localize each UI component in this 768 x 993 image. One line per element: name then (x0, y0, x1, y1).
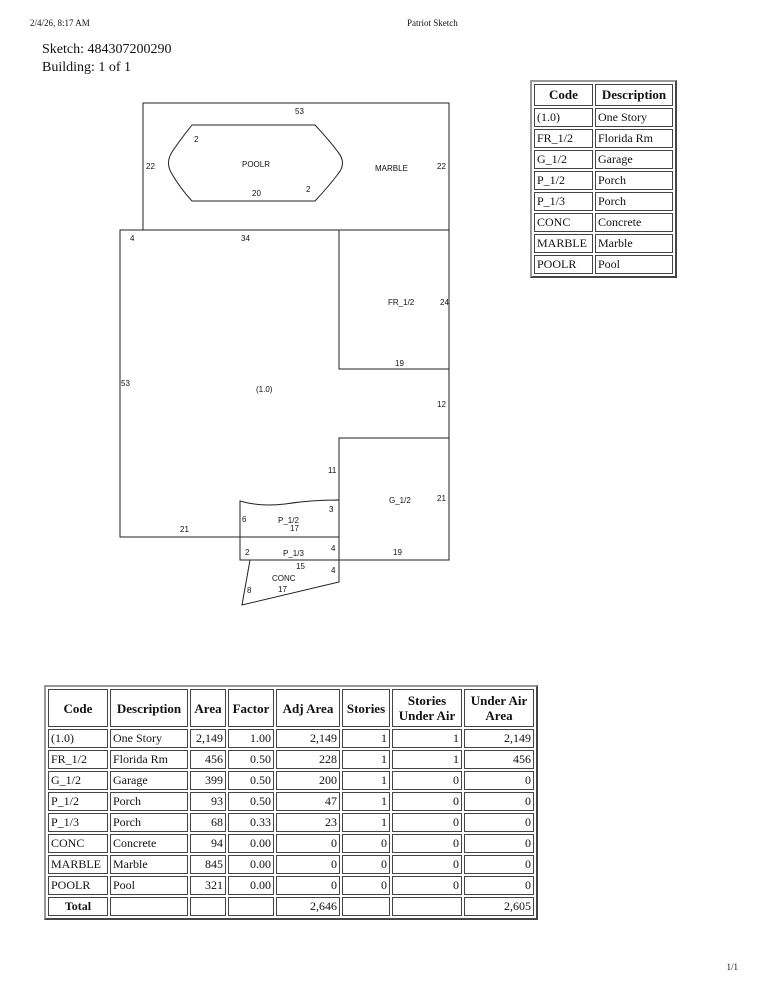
legend-header-description: Description (595, 84, 673, 106)
summary-row (48, 834, 534, 853)
page-title: Patriot Sketch (407, 18, 458, 28)
cell: 0.50 (228, 792, 274, 811)
legend-description: Concrete (595, 213, 673, 232)
legend-code: POOLR (534, 255, 593, 274)
legend-header-code: Code (534, 84, 593, 106)
cell (392, 897, 462, 916)
legend-code: (1.0) (534, 108, 593, 127)
summary-row (48, 855, 534, 874)
legend-description: Florida Rm (595, 129, 673, 148)
label-conc: CONC (272, 574, 296, 583)
label-g: G_1/2 (389, 496, 411, 505)
legend-row (534, 129, 673, 148)
dim-label: 2 (245, 548, 250, 557)
cell: 2,149 (190, 729, 226, 748)
cell: One Story (110, 729, 188, 748)
cell: 1 (342, 813, 390, 832)
area-summary-table (44, 685, 538, 920)
cell: 0 (276, 834, 340, 853)
cell: 0 (464, 771, 534, 790)
dim-label: 19 (395, 359, 404, 368)
print-date: 2/4/26, 8:17 AM (30, 18, 90, 28)
cell: 0.50 (228, 750, 274, 769)
summary-row (48, 876, 534, 895)
label-marble: MARBLE (375, 164, 408, 173)
dim-label: 34 (241, 234, 250, 243)
summary-header-under-air-area: Under Air Area (464, 689, 534, 727)
legend-row (534, 213, 673, 232)
dim-label: 2 (194, 135, 199, 144)
cell: (1.0) (48, 729, 108, 748)
dim-label: 21 (437, 494, 446, 503)
cell: 0.00 (228, 834, 274, 853)
dim-label: 21 (180, 525, 189, 534)
legend-description: Marble (595, 234, 673, 253)
cell: FR_1/2 (48, 750, 108, 769)
summary-header-stories-under-air: Stories Under Air (392, 689, 462, 727)
cell: 0.50 (228, 771, 274, 790)
cell: 0 (392, 876, 462, 895)
legend-row (534, 234, 673, 253)
cell: 456 (464, 750, 534, 769)
label-p12: P_1/2 (278, 516, 299, 525)
summary-header-description: Description (110, 689, 188, 727)
dim-label: 24 (440, 298, 449, 307)
code-legend-table (530, 80, 677, 278)
summary-row (48, 771, 534, 790)
cell: 2,149 (464, 729, 534, 748)
cell: 0 (392, 813, 462, 832)
cell: CONC (48, 834, 108, 853)
cell: 0 (392, 771, 462, 790)
cell: 0 (392, 834, 462, 853)
cell: 0 (464, 855, 534, 874)
cell: 1.00 (228, 729, 274, 748)
cell: 93 (190, 792, 226, 811)
cell: 1 (342, 771, 390, 790)
legend-description: Porch (595, 192, 673, 211)
cell: 0 (342, 855, 390, 874)
dim-label: 11 (328, 466, 337, 475)
label-main: (1.0) (256, 385, 273, 394)
cell: 0 (342, 834, 390, 853)
label-p13: P_1/3 (283, 549, 304, 558)
total-adj-area: 2,646 (276, 897, 340, 916)
legend-row (534, 192, 673, 211)
cell (110, 897, 188, 916)
cell: 0.00 (228, 855, 274, 874)
total-under-air-area: 2,605 (464, 897, 534, 916)
cell: 1 (342, 729, 390, 748)
cell: 1 (342, 792, 390, 811)
dim-label: 17 (278, 585, 287, 594)
summary-header-factor: Factor (228, 689, 274, 727)
summary-total-row (48, 897, 534, 916)
cell: 47 (276, 792, 340, 811)
cell: Porch (110, 813, 188, 832)
summary-row (48, 813, 534, 832)
cell: 68 (190, 813, 226, 832)
dim-label: 53 (295, 107, 304, 116)
cell: POOLR (48, 876, 108, 895)
cell: 0 (392, 855, 462, 874)
dim-label: 22 (146, 162, 155, 171)
cell: Pool (110, 876, 188, 895)
cell: G_1/2 (48, 771, 108, 790)
cell: 1 (392, 750, 462, 769)
legend-code: FR_1/2 (534, 129, 593, 148)
legend-row (534, 255, 673, 274)
summary-row (48, 750, 534, 769)
legend-code: P_1/2 (534, 171, 593, 190)
legend-code: MARBLE (534, 234, 593, 253)
cell: 0.00 (228, 876, 274, 895)
legend-code: P_1/3 (534, 192, 593, 211)
cell: 1 (392, 729, 462, 748)
dim-label: 8 (247, 586, 252, 595)
sketch-id: Sketch: 484307200290 (42, 42, 172, 57)
cell: Marble (110, 855, 188, 874)
dim-label: 4 (331, 544, 336, 553)
cell: 0 (276, 855, 340, 874)
legend-row (534, 171, 673, 190)
cell: 0 (276, 876, 340, 895)
cell: 399 (190, 771, 226, 790)
legend-description: Pool (595, 255, 673, 274)
cell: Porch (110, 792, 188, 811)
cell: Garage (110, 771, 188, 790)
page-number: 1/1 (726, 962, 738, 972)
cell: 0 (464, 834, 534, 853)
label-poolr: POOLR (242, 160, 271, 169)
summary-header-area: Area (190, 689, 226, 727)
cell: Florida Rm (110, 750, 188, 769)
cell: 845 (190, 855, 226, 874)
dim-label: 22 (437, 162, 446, 171)
cell: 0 (392, 792, 462, 811)
legend-code: CONC (534, 213, 593, 232)
label-fr: FR_1/2 (388, 298, 415, 307)
dim-label: 4 (331, 566, 336, 575)
summary-header-adj-area: Adj Area (276, 689, 340, 727)
dim-label: 15 (296, 562, 305, 571)
dim-label: 17 (290, 524, 299, 533)
summary-header-stories: Stories (342, 689, 390, 727)
dim-label: 20 (252, 189, 261, 198)
legend-description: Porch (595, 171, 673, 190)
legend-row (534, 108, 673, 127)
legend-description: One Story (595, 108, 673, 127)
summary-row (48, 792, 534, 811)
cell: Concrete (110, 834, 188, 853)
cell: 228 (276, 750, 340, 769)
legend-row (534, 150, 673, 169)
dim-label: 6 (242, 515, 247, 524)
cell: MARBLE (48, 855, 108, 874)
cell: 0 (342, 876, 390, 895)
cell: 94 (190, 834, 226, 853)
dim-label: 3 (329, 505, 334, 514)
cell (228, 897, 274, 916)
cell: P_1/2 (48, 792, 108, 811)
dim-label: 2 (306, 185, 311, 194)
cell: 0.33 (228, 813, 274, 832)
main-building-outline (120, 230, 449, 560)
cell: 23 (276, 813, 340, 832)
total-label: Total (48, 897, 108, 916)
dim-label: 4 (130, 234, 135, 243)
cell: 200 (276, 771, 340, 790)
cell: 0 (464, 876, 534, 895)
dim-label: 19 (393, 548, 402, 557)
summary-header-code: Code (48, 689, 108, 727)
cell (190, 897, 226, 916)
cell: 0 (464, 813, 534, 832)
dim-label: 53 (121, 379, 130, 388)
cell (342, 897, 390, 916)
cell: P_1/3 (48, 813, 108, 832)
summary-row (48, 729, 534, 748)
legend-description: Garage (595, 150, 673, 169)
building-count: Building: 1 of 1 (42, 60, 132, 75)
cell: 456 (190, 750, 226, 769)
cell: 2,149 (276, 729, 340, 748)
cell: 321 (190, 876, 226, 895)
cell: 1 (342, 750, 390, 769)
legend-code: G_1/2 (534, 150, 593, 169)
cell: 0 (464, 792, 534, 811)
dim-label: 12 (437, 400, 446, 409)
